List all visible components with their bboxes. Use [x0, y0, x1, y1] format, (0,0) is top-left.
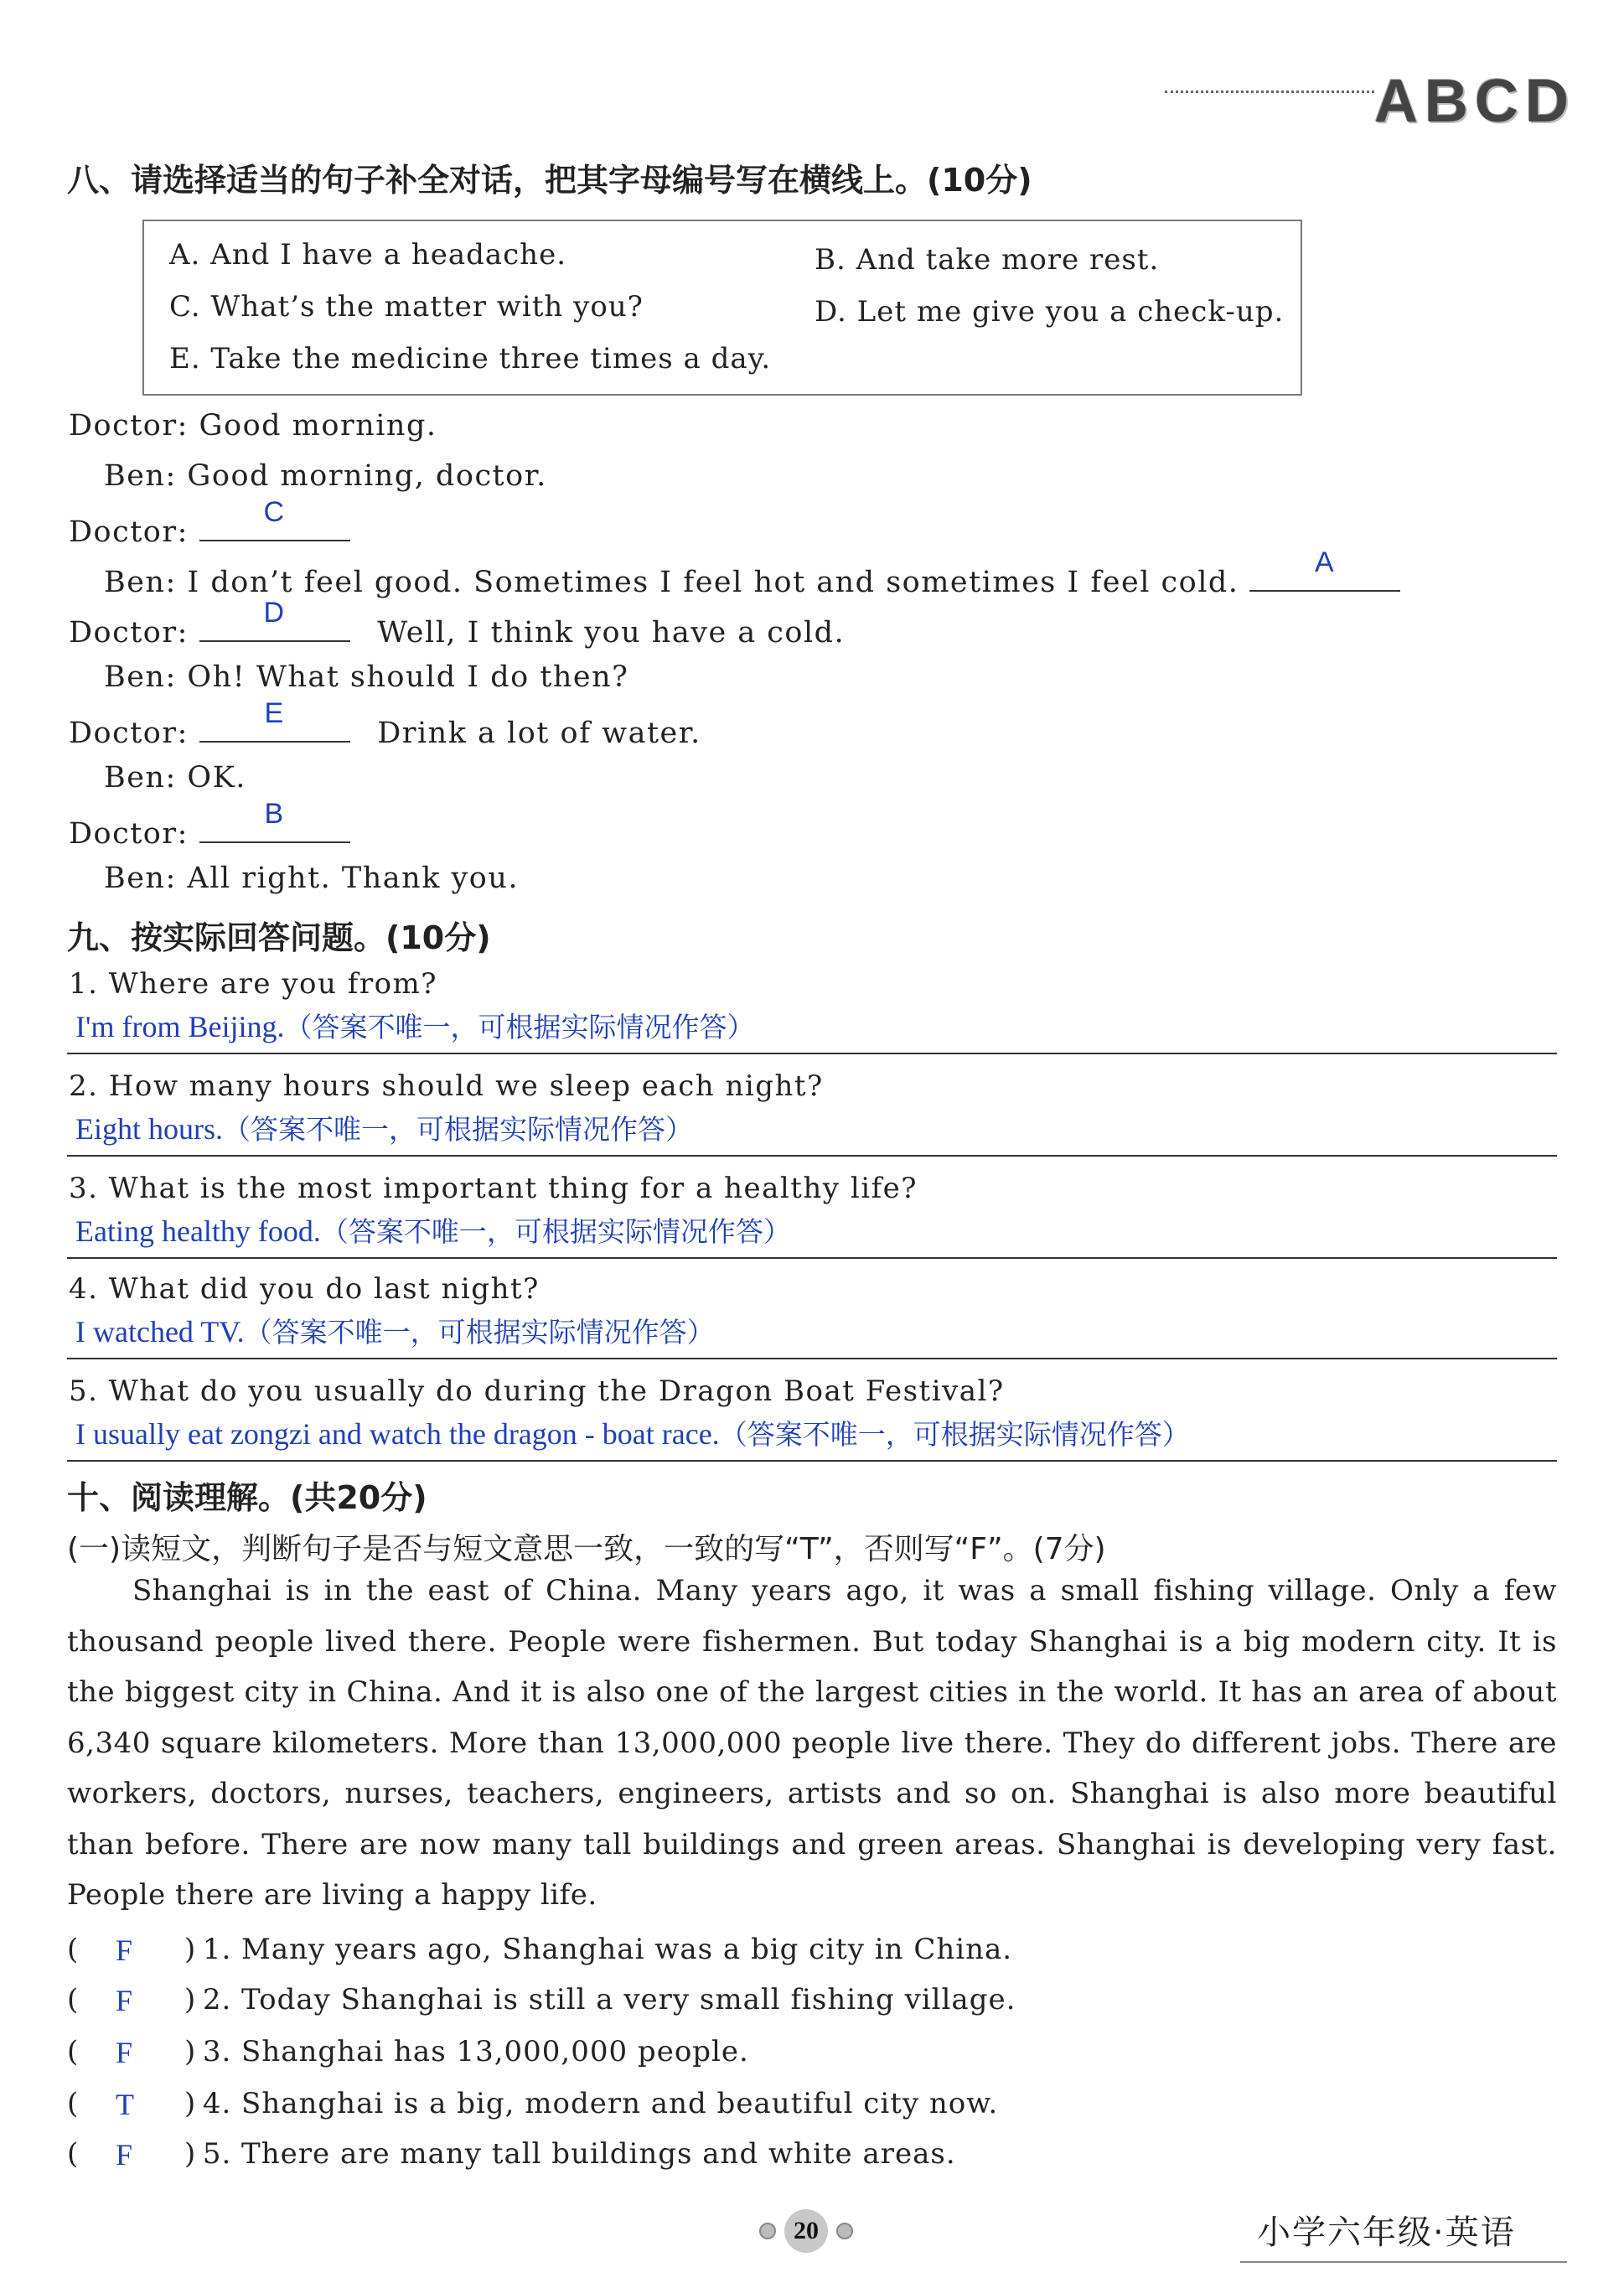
speaker: Doctor:	[69, 817, 189, 851]
question: 2. How many hours should we sleep each night?	[69, 1069, 824, 1103]
answer-note: （答案不唯一，可根据实际情况作答）	[244, 1316, 715, 1348]
speaker: Ben:	[104, 660, 177, 694]
header-wave	[1165, 91, 1374, 105]
speaker: Ben:	[104, 459, 177, 493]
answer-note: （答案不唯一，可根据实际情况作答）	[284, 1011, 755, 1043]
answer-note: （答案不唯一，可根据实际情况作答）	[320, 1215, 791, 1248]
speaker: Doctor:	[69, 717, 189, 750]
answer	[75, 1311, 715, 1350]
answer-mark: A	[1314, 546, 1336, 578]
answer-blank	[199, 597, 350, 642]
answer-paren: ( F )	[67, 2035, 197, 2069]
dialogue-line	[69, 496, 367, 549]
statement-text: 1. Many years ago, Shanghai was a big city in China.	[202, 1933, 1013, 1966]
options-box	[142, 220, 1302, 396]
answer-blank	[199, 697, 350, 743]
answer-paren: ( F )	[67, 1933, 197, 1967]
answer-mark: B	[264, 798, 285, 830]
tf-mark: F	[116, 1933, 134, 1967]
answer-text: I usually eat zongzi and watch the dragon - boat race.	[75, 1417, 720, 1451]
answer-paren: ( F )	[67, 1983, 197, 2017]
dialogue-line	[104, 660, 628, 694]
answer-mark: E	[264, 697, 285, 729]
dialogue-text: OK.	[187, 761, 246, 795]
option-c: C. What’s the matter with you?	[169, 290, 644, 324]
page-number-circle: 20	[784, 2209, 828, 2253]
dialogue-line	[69, 798, 367, 851]
dot-icon	[836, 2223, 853, 2239]
dialogue-text: All right. Thank you.	[187, 862, 520, 895]
answer-paren: ( T )	[67, 2087, 197, 2121]
option-d: D. Let me give you a check-up.	[815, 295, 1285, 329]
tf-mark: F	[116, 2036, 134, 2069]
footer-rule	[1240, 2261, 1567, 2263]
answer	[75, 1108, 693, 1147]
answer-paren: ( F )	[67, 2137, 197, 2172]
dialogue-text: Oh! What should I do then?	[187, 660, 629, 694]
speaker: Ben:	[104, 761, 177, 795]
answer-rule	[67, 1257, 1557, 1259]
tf-mark: T	[116, 2088, 135, 2121]
header-letter-b: B	[1425, 68, 1470, 135]
dialogue-line	[104, 862, 519, 895]
option-e: E. Take the medicine three times a day.	[169, 342, 772, 375]
question: 1. Where are you from?	[69, 967, 438, 1001]
speaker: Doctor:	[69, 409, 189, 443]
answer-text: I watched TV.	[75, 1315, 245, 1348]
part1-title: (一)读短文，判断句子是否与短文意思一致，一致的写“T”，否则写“F”。(7分)	[67, 1532, 1106, 1566]
passage-text: Shanghai is in the east of China. Many years ago, it was a small fishing village. Only a few thousand people lived there. People were fishermen. But today Shanghai is a big modern city. It is the biggest city in China. And it is also one of the largest cities in the world. It has an area of about 6,340 square kilometers. More than 13,000,000 people live there. They do different jobs. There are workers, doctors, nurses, teachers, engineers, artists and so on. Shanghai is also more beautiful than before. There are now many tall buildings and green areas. Shanghai is developing very fast. People there are living a happy life.	[67, 1574, 1557, 1912]
dialogue-text: Drink a lot of water.	[377, 717, 701, 750]
answer-rule	[67, 1460, 1557, 1462]
answer-text: I'm from Beijing.	[75, 1010, 285, 1043]
tf-mark: F	[116, 1984, 134, 2017]
question: 5. What do you usually do during the Dragon Boat Festival?	[69, 1374, 1005, 1408]
tf-statement	[67, 1983, 1016, 2016]
answer-text: Eating healthy food.	[75, 1214, 321, 1248]
answer	[75, 1210, 791, 1250]
answer-text: Eight hours.	[75, 1112, 223, 1146]
dialogue-line	[104, 546, 1417, 599]
answer-rule	[67, 1053, 1557, 1054]
speaker: Ben:	[104, 862, 177, 895]
dialogue-line	[104, 761, 246, 795]
tf-statement	[67, 2035, 749, 2068]
speaker: Ben:	[104, 566, 177, 599]
section9-title: 九、按实际回答问题。(10分)	[67, 919, 491, 956]
statement-text: 4. Shanghai is a big, modern and beautiful city now.	[202, 2087, 999, 2120]
header-letter-c: C	[1475, 68, 1520, 135]
statement-text: 2. Today Shanghai is still a very small fishing village.	[202, 1983, 1016, 2016]
answer-mark: D	[263, 597, 286, 629]
answer-blank	[199, 496, 350, 541]
dialogue-line	[69, 409, 437, 443]
option-b: B. And take more rest.	[815, 243, 1160, 277]
answer-note: （答案不唯一，可根据实际情况作答）	[719, 1418, 1190, 1451]
section8-title: 八、请选择适当的句子补全对话，把其字母编号写在横线上。(10分)	[67, 162, 1032, 199]
answer	[75, 1413, 1190, 1452]
dialogue-line	[69, 597, 846, 650]
answer-blank	[1249, 546, 1400, 592]
answer-mark: C	[263, 496, 286, 528]
answer-blank	[199, 798, 350, 843]
speaker: Doctor:	[69, 515, 189, 549]
answer-note: （答案不唯一，可根据实际情况作答）	[223, 1113, 693, 1146]
header-letter-d: D	[1525, 68, 1570, 135]
dialogue-text: Good morning, doctor.	[187, 459, 547, 493]
header-letter-a: A	[1374, 68, 1420, 135]
section10-title: 十、阅读理解。(共20分)	[67, 1479, 427, 1516]
question: 4. What did you do last night?	[69, 1272, 540, 1306]
dialogue-text: I don’t feel good. Sometimes I feel hot and sometimes I feel cold.	[187, 566, 1239, 599]
dialogue-line	[69, 697, 701, 750]
dot-icon	[759, 2223, 776, 2239]
question: 3. What is the most important thing for a healthy life?	[69, 1172, 918, 1205]
dialogue-text: Well, I think you have a cold.	[377, 616, 846, 650]
statement-text: 5. There are many tall buildings and white areas.	[202, 2137, 956, 2171]
reading-passage	[67, 1566, 1557, 1921]
answer-rule	[67, 1358, 1557, 1359]
statement-text: 3. Shanghai has 13,000,000 people.	[202, 2035, 749, 2068]
answer	[75, 1006, 754, 1045]
option-a: A. And I have a headache.	[169, 238, 567, 272]
header-letters	[1374, 60, 1570, 136]
dialogue-text: Good morning.	[199, 409, 437, 443]
page-number	[759, 2209, 853, 2253]
tf-statement	[67, 2087, 998, 2120]
tf-statement	[67, 1933, 1012, 1966]
dialogue-line	[104, 459, 547, 493]
answer-rule	[67, 1155, 1557, 1157]
speaker: Doctor:	[69, 616, 189, 650]
tf-mark: F	[116, 2138, 134, 2172]
tf-statement	[67, 2137, 956, 2171]
footer-label: 小学六年级·英语	[1257, 2213, 1516, 2252]
